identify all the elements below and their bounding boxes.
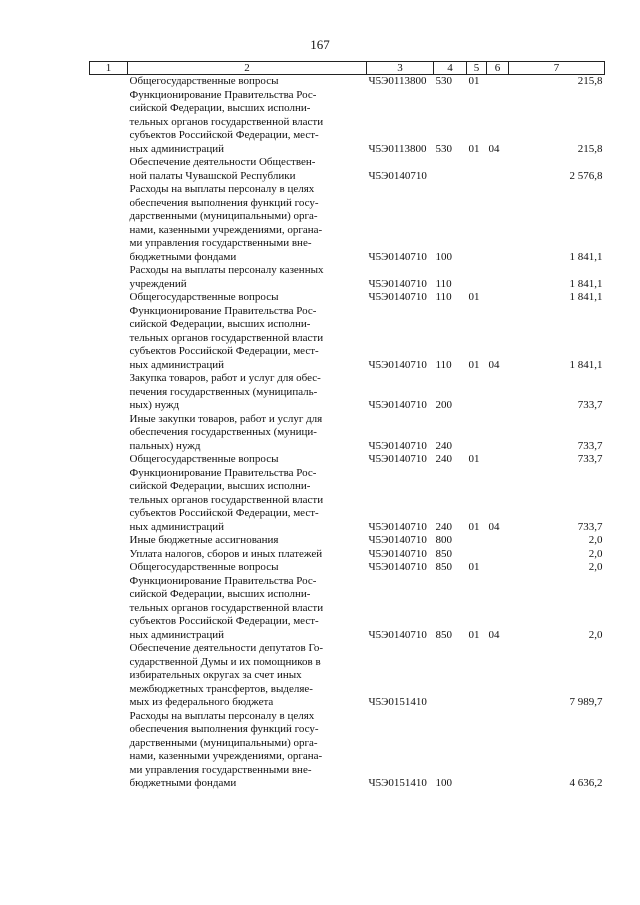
expense-type-cell (434, 156, 467, 183)
row-name-line: Иные бюджетные ассигнования (129, 534, 279, 546)
row-name-cell (128, 710, 367, 791)
table-row (90, 183, 605, 264)
row-name-line: тельных органов государственной власти (129, 493, 324, 506)
row-name-line: сийской Федерации, высших исполни- (129, 588, 311, 600)
subsection-cell (487, 413, 509, 454)
subsection-cell: 04 (488, 628, 500, 641)
table-row (90, 561, 605, 575)
row-name-line: нами, казенными учреждениями, органа- (129, 750, 323, 762)
table-row (90, 413, 605, 454)
row-name-line: Общегосударственные вопросы (129, 453, 279, 465)
row-name-line: обеспечения выполнения функций госу- (129, 723, 319, 735)
row-name-line: Функционирование Правительства Рос- (129, 466, 317, 479)
row-name-line: Общегосударственные вопросы (129, 291, 279, 303)
row-name-line: ной палаты Чувашской Республики (129, 169, 296, 182)
row-name-line: обеспечения государственных (муници- (129, 426, 317, 438)
target-article-cell: Ч5Э0151410 (368, 696, 427, 708)
row-number-cell (90, 534, 128, 548)
row-name-line: Обеспечение деятельности депутатов Го- (129, 642, 324, 654)
table-row (90, 305, 605, 373)
row-name-line: Закупка товаров, работ и услуг для обес- (129, 372, 321, 384)
target-article-cell: Ч5Э0151410 (368, 777, 427, 789)
amount-cell: 1 841,1 (569, 277, 603, 290)
subsection-cell (487, 291, 509, 305)
row-name-line: обеспечения выполнения функций госу- (129, 196, 319, 209)
amount-cell: 215,8 (577, 142, 603, 155)
target-article-cell: Ч5Э0140710 (368, 169, 427, 182)
amount-cell: 4 636,2 (569, 777, 603, 789)
table-body (90, 75, 605, 791)
column-header-7: 7 (509, 62, 605, 75)
row-name-line: межбюджетных трансфертов, выделяе- (129, 682, 313, 695)
row-name-line: тельных органов государственной власти (129, 115, 324, 128)
row-number-cell (90, 291, 128, 305)
amount-cell: 1 841,1 (569, 358, 603, 371)
row-name-cell (128, 156, 367, 183)
row-name-line: Общегосударственные вопросы (129, 75, 279, 87)
section-cell: 01 (468, 358, 480, 371)
row-name-line: нами, казенными учреждениями, органа- (129, 223, 323, 236)
row-name-cell (128, 305, 367, 373)
row-name-line: сударственной Думы и их помощников в (129, 655, 321, 668)
row-number-cell (90, 413, 128, 454)
target-article-cell: Ч5Э0140710 (368, 439, 427, 452)
subsection-cell (487, 548, 509, 562)
table-row (90, 642, 605, 710)
row-name-line: пальных) нужд (129, 439, 201, 452)
row-name-cell (128, 75, 367, 89)
row-number-cell (90, 561, 128, 575)
target-article-cell: Ч5Э0113800 (368, 142, 427, 155)
row-name-line: Расходы на выплаты персоналу в целях (129, 709, 315, 722)
table-row (90, 89, 605, 157)
expense-type-cell: 850 (435, 561, 452, 573)
section-cell: 01 (468, 453, 480, 465)
target-article-cell: Ч5Э0140710 (368, 399, 427, 411)
expense-type-cell: 200 (435, 399, 452, 411)
row-name-line: бюджетными фондами (129, 250, 237, 263)
row-name-line: тельных органов государственной власти (129, 601, 324, 614)
section-cell: 01 (468, 628, 480, 641)
row-name-cell (128, 642, 367, 710)
row-name-line: субъектов Российской Федерации, мест- (129, 345, 319, 357)
row-number-cell (90, 372, 128, 413)
row-name-cell (128, 575, 367, 643)
target-article-cell: Ч5Э0140710 (368, 277, 427, 290)
row-name-line: Иные закупки товаров, работ и услуг для (129, 412, 323, 425)
table-row (90, 548, 605, 562)
section-cell (467, 183, 487, 264)
row-name-cell (128, 89, 367, 157)
row-name-line: дарственными (муниципальными) орга- (129, 736, 318, 749)
header-row (90, 62, 605, 75)
row-number-cell (90, 183, 128, 264)
section-cell: 01 (468, 520, 480, 533)
subsection-cell: 04 (488, 358, 500, 371)
column-header-5: 5 (467, 62, 487, 75)
target-article-cell: Ч5Э0140710 (368, 291, 427, 303)
expense-type-cell: 850 (435, 628, 452, 641)
expense-type-cell: 110 (435, 291, 452, 303)
row-name-line: дарственными (муниципальными) орга- (129, 210, 318, 222)
table-row (90, 291, 605, 305)
row-name-cell (128, 534, 367, 548)
row-name-cell (128, 561, 367, 575)
row-name-cell (128, 291, 367, 305)
expense-type-cell (434, 642, 467, 710)
expense-type-cell: 100 (435, 777, 452, 789)
section-cell: 01 (468, 142, 480, 155)
row-number-cell (90, 575, 128, 643)
subsection-cell (487, 453, 509, 467)
row-number-cell (90, 89, 128, 157)
row-number-cell (90, 156, 128, 183)
expense-type-cell: 530 (435, 142, 452, 155)
amount-cell: 1 841,1 (569, 250, 603, 263)
row-number-cell (90, 305, 128, 373)
table-row (90, 534, 605, 548)
subsection-cell (487, 561, 509, 575)
row-name-line: мых из федерального бюджета (129, 696, 274, 708)
row-name-line: сийской Федерации, высших исполни- (129, 102, 311, 114)
subsection-cell (487, 183, 509, 264)
expense-type-cell: 850 (435, 547, 452, 560)
row-name-line: ных) нужд (129, 399, 180, 411)
target-article-cell: Ч5Э0113800 (368, 75, 427, 87)
row-name-line: Общегосударственные вопросы (129, 561, 279, 573)
amount-cell: 733,7 (577, 439, 603, 452)
row-number-cell (90, 75, 128, 89)
subsection-cell (487, 264, 509, 291)
row-number-cell (90, 264, 128, 291)
expense-type-cell: 240 (435, 520, 452, 533)
section-cell: 01 (468, 291, 480, 303)
row-name-cell (128, 264, 367, 291)
column-header-1: 1 (90, 62, 128, 75)
row-name-line: ных администраций (129, 628, 224, 641)
row-name-line: Функционирование Правительства Рос- (129, 304, 317, 317)
row-name-line: ми управления государственными вне- (129, 763, 312, 776)
row-name-line: Расходы на выплаты персоналу казенных (129, 264, 324, 276)
row-name-cell (128, 548, 367, 562)
row-number-cell (90, 453, 128, 467)
subsection-cell (487, 372, 509, 413)
budget-table (89, 61, 605, 791)
row-name-line: ми управления государственными вне- (129, 237, 312, 249)
row-name-line: Функционирование Правительства Рос- (129, 88, 317, 101)
amount-cell: 733,7 (577, 453, 603, 465)
section-cell: 01 (468, 75, 480, 87)
column-header-3: 3 (367, 62, 434, 75)
subsection-cell: 04 (488, 142, 500, 155)
target-article-cell: Ч5Э0140710 (368, 520, 427, 533)
section-cell (467, 264, 487, 291)
row-name-line: тельных органов государственной власти (129, 331, 324, 344)
table-row (90, 575, 605, 643)
target-article-cell: Ч5Э0140710 (368, 250, 427, 263)
row-name-line: ных администраций (129, 358, 224, 371)
section-cell (467, 710, 487, 791)
subsection-cell (487, 642, 509, 710)
amount-cell: 733,7 (577, 520, 603, 533)
amount-cell: 2,0 (588, 534, 603, 546)
subsection-cell (487, 534, 509, 548)
row-number-cell (90, 642, 128, 710)
column-header-2: 2 (128, 62, 367, 75)
section-cell (467, 156, 487, 183)
row-name-line: Уплата налогов, сборов и иных платежей (129, 547, 323, 560)
expense-type-cell: 110 (435, 277, 452, 290)
table-row (90, 75, 605, 89)
expense-type-cell: 100 (435, 250, 452, 263)
target-article-cell: Ч5Э0140710 (368, 561, 427, 573)
amount-cell: 2,0 (588, 628, 603, 641)
subsection-cell (487, 156, 509, 183)
row-name-line: учреждений (129, 277, 187, 290)
expense-type-cell: 530 (435, 75, 452, 87)
amount-cell: 1 841,1 (569, 291, 603, 303)
row-name-cell (128, 413, 367, 454)
amount-cell: 2 576,8 (569, 169, 603, 182)
amount-cell: 215,8 (577, 75, 603, 87)
row-name-line: субъектов Российской Федерации, мест- (129, 615, 319, 627)
row-name-cell (128, 467, 367, 535)
target-article-cell: Ч5Э0140710 (368, 358, 427, 371)
expense-type-cell: 800 (435, 534, 452, 546)
amount-cell: 733,7 (577, 399, 603, 411)
row-name-cell (128, 183, 367, 264)
subsection-cell (487, 710, 509, 791)
table-row (90, 264, 605, 291)
row-number-cell (90, 467, 128, 535)
expense-type-cell: 240 (435, 439, 452, 452)
section-cell: 01 (468, 561, 480, 573)
target-article-cell: Ч5Э0140710 (368, 534, 427, 546)
row-name-line: сийской Федерации, высших исполни- (129, 318, 311, 330)
amount-cell: 2,0 (588, 547, 603, 560)
row-name-line: бюджетными фондами (129, 777, 237, 789)
row-name-line: субъектов Российской Федерации, мест- (129, 129, 319, 141)
target-article-cell: Ч5Э0140710 (368, 628, 427, 641)
table-row (90, 467, 605, 535)
table-row (90, 453, 605, 467)
row-name-cell (128, 453, 367, 467)
row-name-line: субъектов Российской Федерации, мест- (129, 507, 319, 519)
target-article-cell: Ч5Э0140710 (368, 453, 427, 465)
table-row (90, 156, 605, 183)
target-article-cell: Ч5Э0140710 (368, 547, 427, 560)
row-name-line: Обеспечение деятельности Обществен- (129, 156, 316, 168)
expense-type-cell: 240 (435, 453, 452, 465)
table-row (90, 372, 605, 413)
row-name-line: ных администраций (129, 142, 224, 155)
row-name-line: Функционирование Правительства Рос- (129, 574, 317, 587)
row-number-cell (90, 710, 128, 791)
row-name-line: избирательных округах за счет иных (129, 669, 302, 681)
section-cell (467, 548, 487, 562)
expense-type-cell: 110 (435, 358, 452, 371)
section-cell (467, 534, 487, 548)
column-header-6: 6 (487, 62, 509, 75)
section-cell (467, 642, 487, 710)
row-name-line: сийской Федерации, высших исполни- (129, 480, 311, 492)
row-name-line: печения государственных (муниципаль- (129, 385, 318, 398)
subsection-cell (487, 75, 509, 89)
row-name-cell (128, 372, 367, 413)
row-name-line: Расходы на выплаты персоналу в целях (129, 183, 315, 195)
section-cell (467, 372, 487, 413)
section-cell (467, 413, 487, 454)
row-name-line: ных администраций (129, 520, 224, 533)
amount-cell: 7 989,7 (569, 696, 603, 708)
amount-cell: 2,0 (588, 561, 603, 573)
subsection-cell: 04 (488, 520, 500, 533)
column-header-4: 4 (434, 62, 467, 75)
page-number: 167 (310, 37, 330, 52)
row-number-cell (90, 548, 128, 562)
table-row (90, 710, 605, 791)
